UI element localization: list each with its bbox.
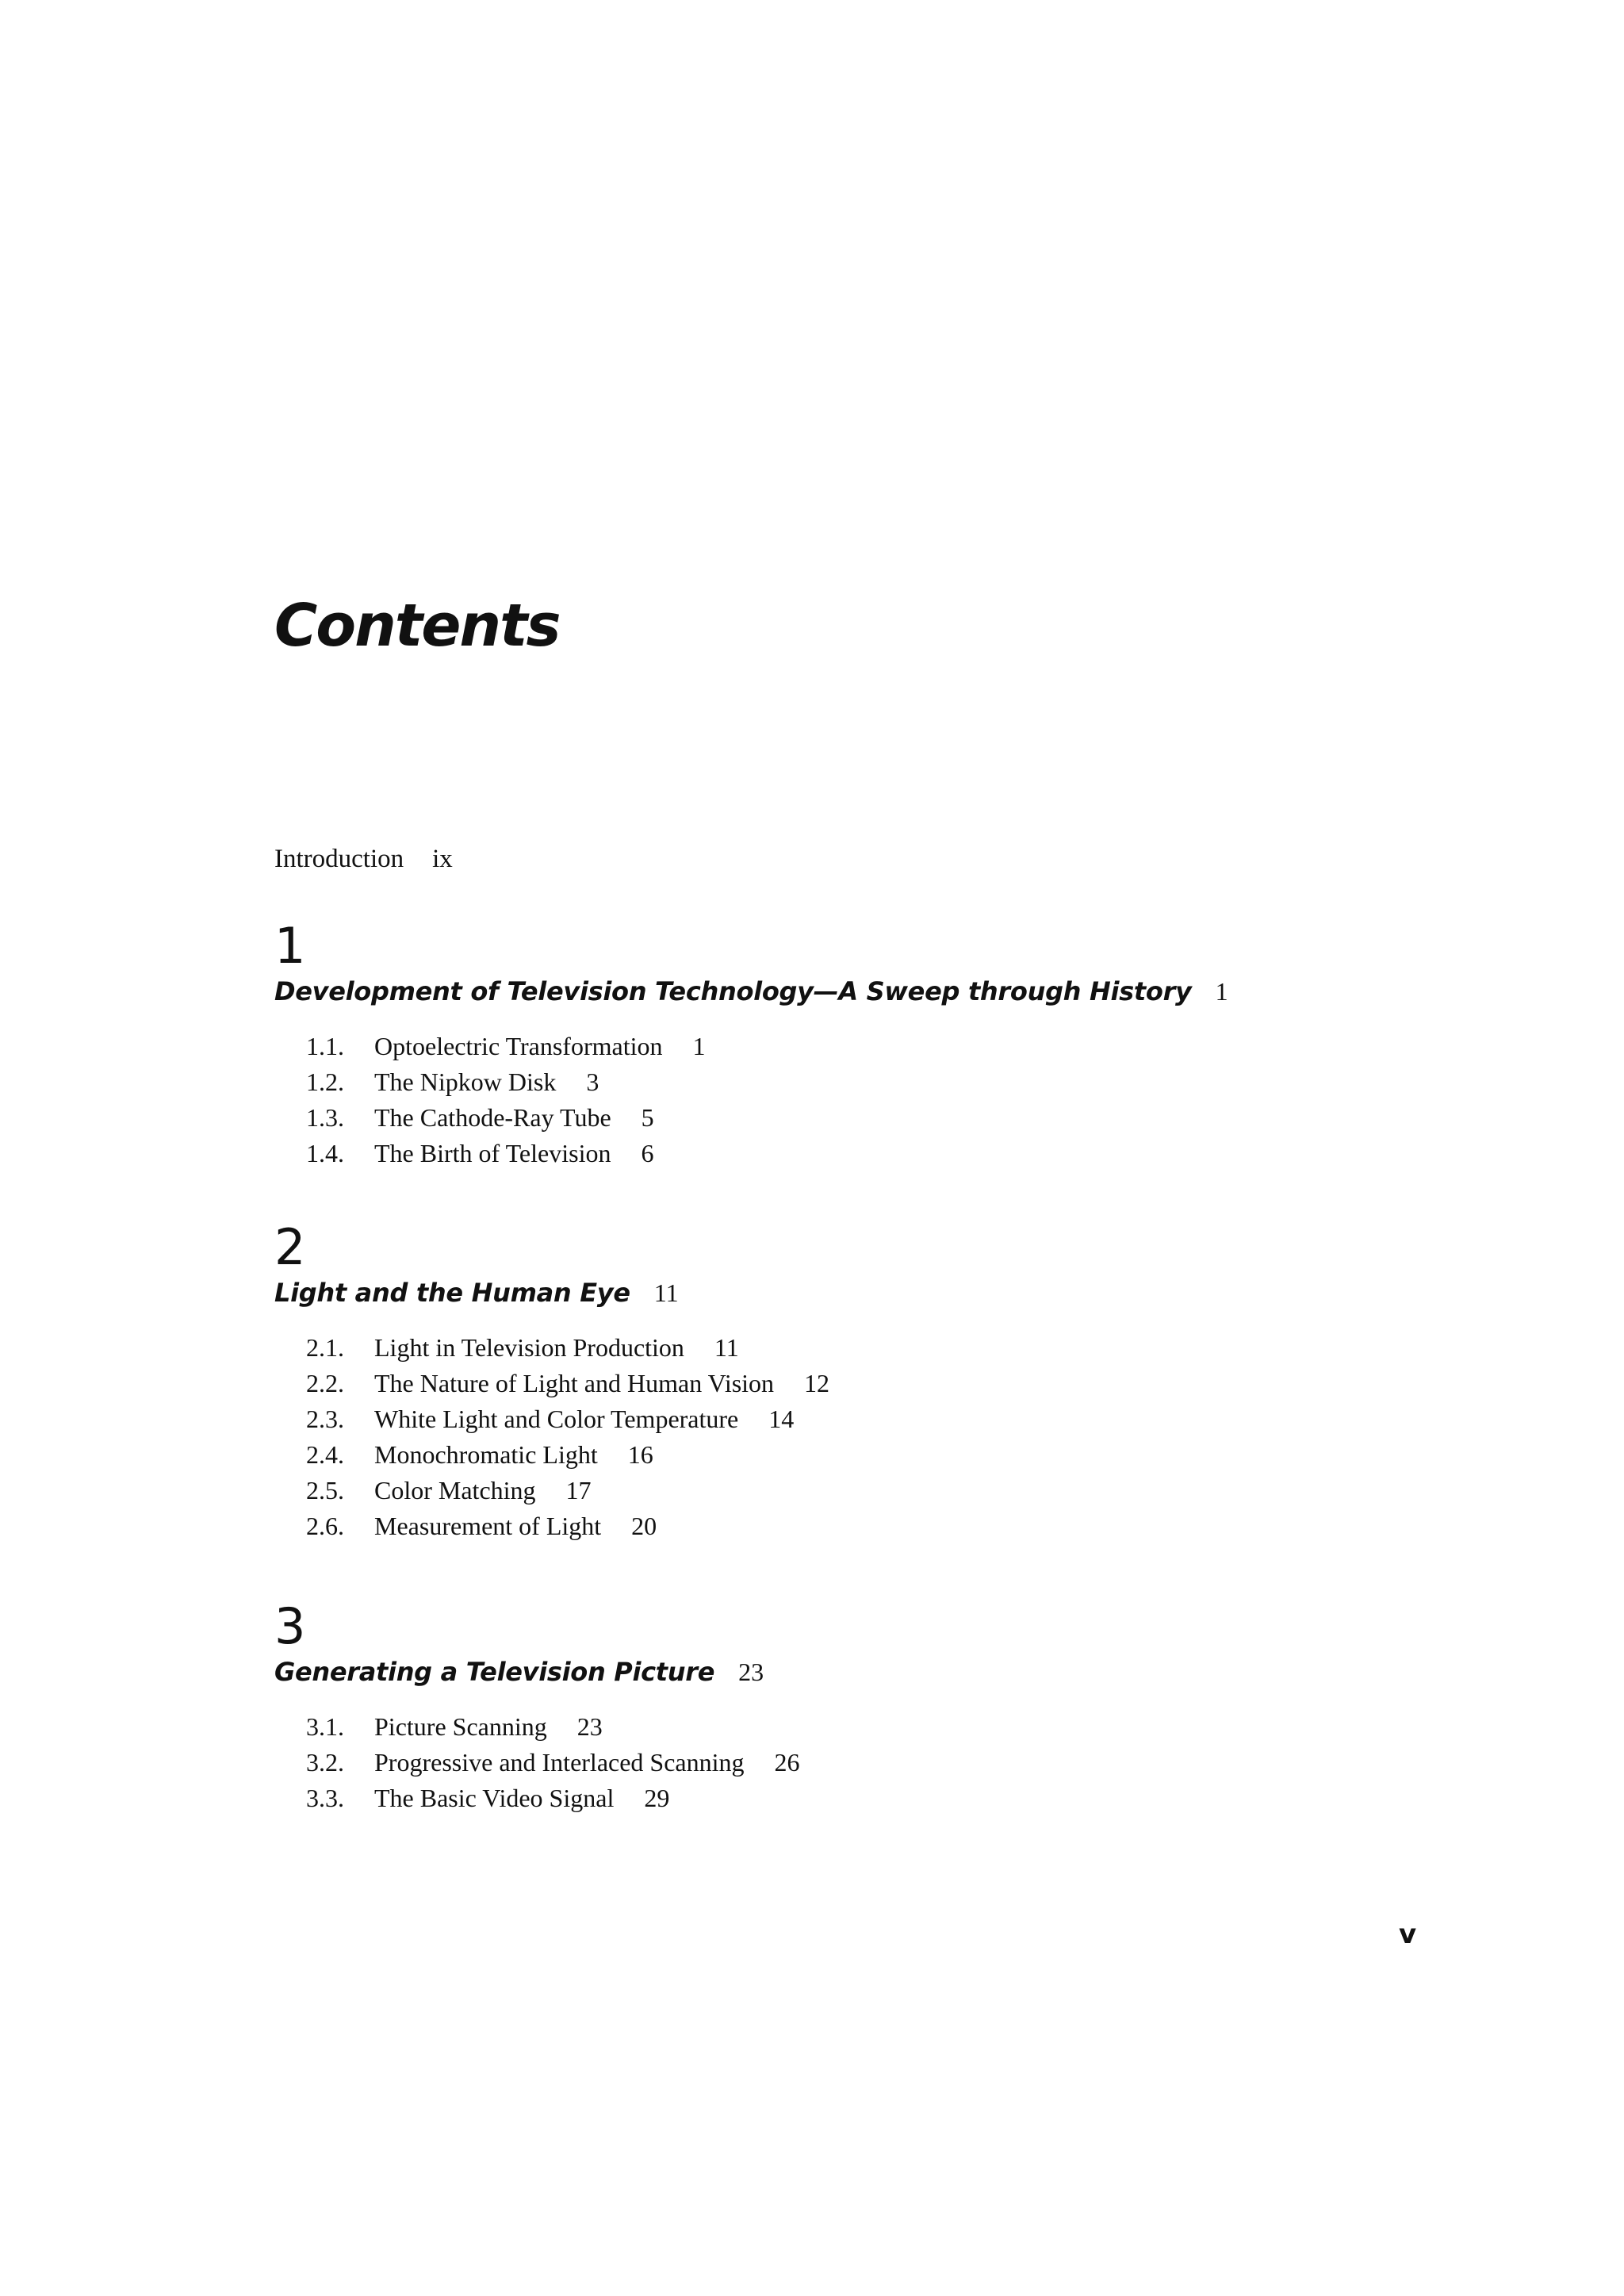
- section-title: The Nature of Light and Human Vision: [374, 1369, 775, 1397]
- section-number: 3.3.: [306, 1784, 344, 1812]
- section-page: 3: [586, 1068, 599, 1096]
- section-title: Color Matching: [374, 1476, 536, 1504]
- chapter-3: [274, 1597, 800, 1816]
- section-page: 5: [641, 1103, 654, 1132]
- section-page: 23: [576, 1712, 603, 1741]
- section-page: 20: [631, 1512, 657, 1540]
- section-title: Picture Scanning: [374, 1712, 547, 1741]
- section-number: 2.2.: [306, 1369, 344, 1397]
- section-entry: [306, 1136, 1228, 1171]
- section-page: 1: [692, 1032, 706, 1060]
- section-title: The Birth of Television: [374, 1139, 611, 1167]
- chapter-page: 11: [653, 1278, 679, 1307]
- chapter-page: 23: [738, 1658, 764, 1686]
- section-number: 1.4.: [306, 1139, 344, 1167]
- section-entry: [306, 1401, 829, 1437]
- section-title: White Light and Color Temperature: [374, 1405, 739, 1433]
- section-entry: [306, 1100, 1228, 1136]
- section-entry: [306, 1508, 829, 1544]
- section-number: 2.1.: [306, 1333, 344, 1362]
- chapter-title: Development of Television Technology—A Sweep through History: [274, 976, 1192, 1006]
- section-list: [306, 1029, 1228, 1171]
- section-number: 2.4.: [306, 1440, 344, 1469]
- section-page: 12: [804, 1369, 830, 1397]
- chapter-page: 1: [1215, 977, 1228, 1006]
- chapter-number: 3: [274, 1597, 306, 1655]
- toc-entry-introduction: [274, 843, 453, 875]
- chapter-title: Light and the Human Eye: [274, 1278, 630, 1308]
- section-page: 14: [768, 1405, 795, 1433]
- section-number: 1.3.: [306, 1103, 344, 1132]
- section-title: Measurement of Light: [374, 1512, 602, 1540]
- section-list: [306, 1330, 829, 1544]
- section-title: Optoelectric Transformation: [374, 1032, 663, 1060]
- section-number: 1.1.: [306, 1032, 344, 1060]
- section-entry: [306, 1473, 829, 1508]
- chapter-1: [274, 917, 1228, 1171]
- section-page: 16: [627, 1440, 653, 1469]
- chapter-title: Generating a Television Picture: [274, 1657, 715, 1687]
- section-entry: [306, 1780, 800, 1816]
- section-entry: [306, 1330, 829, 1366]
- section-entry: [306, 1437, 829, 1473]
- section-number: 3.2.: [306, 1748, 344, 1777]
- page-folio: v: [1399, 1918, 1417, 1950]
- section-entry: [306, 1029, 1228, 1064]
- chapter-heading: [274, 974, 1228, 1014]
- section-title: The Cathode-Ray Tube: [374, 1103, 611, 1132]
- introduction-page: ix: [432, 845, 453, 873]
- section-page: 17: [565, 1476, 592, 1504]
- section-entry: [306, 1745, 800, 1780]
- chapter-heading: [274, 1275, 829, 1316]
- section-entry: [306, 1064, 1228, 1100]
- section-list: [306, 1709, 800, 1816]
- section-number: 3.1.: [306, 1712, 344, 1741]
- chapter-2: [274, 1218, 830, 1544]
- section-title: Monochromatic Light: [374, 1440, 598, 1469]
- section-title: Light in Television Production: [374, 1333, 684, 1362]
- chapter-heading: [274, 1654, 800, 1695]
- section-number: 1.2.: [306, 1068, 344, 1096]
- introduction-label: Introduction: [274, 845, 404, 873]
- section-entry: [306, 1366, 829, 1401]
- section-page: 11: [714, 1333, 739, 1362]
- chapter-number: 1: [274, 917, 306, 975]
- section-page: 29: [644, 1784, 670, 1812]
- section-title: The Nipkow Disk: [374, 1068, 557, 1096]
- section-entry: [306, 1709, 800, 1745]
- section-page: 26: [774, 1748, 800, 1777]
- section-page: 6: [641, 1139, 654, 1167]
- section-number: 2.6.: [306, 1512, 344, 1540]
- page-title: Contents: [274, 592, 560, 660]
- section-number: 2.3.: [306, 1405, 344, 1433]
- chapter-number: 2: [274, 1218, 306, 1276]
- section-title: Progressive and Interlaced Scanning: [374, 1748, 745, 1777]
- section-number: 2.5.: [306, 1476, 344, 1504]
- section-title: The Basic Video Signal: [374, 1784, 615, 1812]
